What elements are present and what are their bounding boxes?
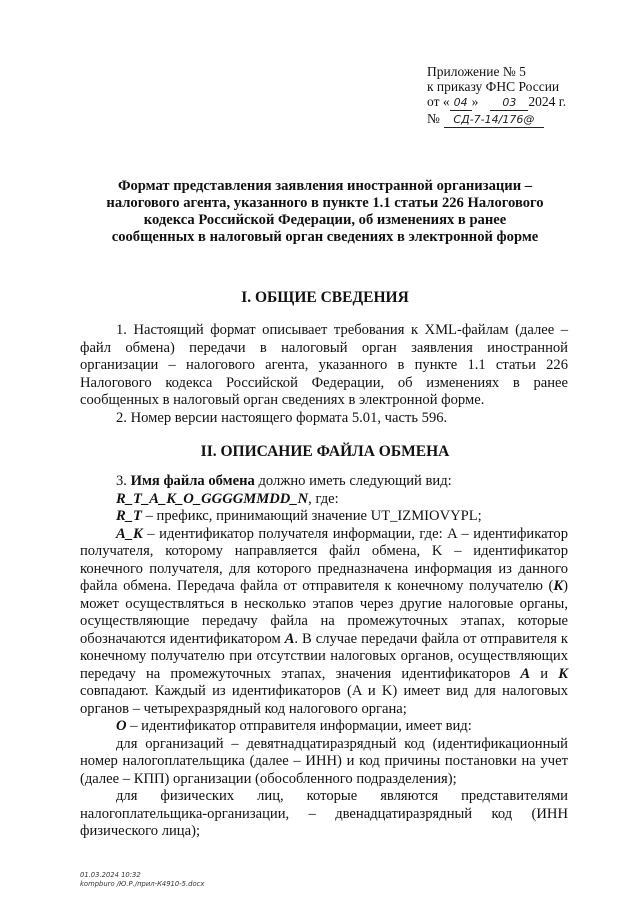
ak-and: и bbox=[530, 665, 559, 682]
annex-date-mid: » bbox=[471, 94, 479, 109]
ak-text-2: ) может осуществляться в несколько этапов через другие налоговые органы, осуществляющие передачу файла на промежуточных этапах, которые обозначаются идентификатором bbox=[80, 578, 568, 647]
title-line-2: налогового агента, указанного в пункте 1.1 статьи 226 Налогового bbox=[106, 195, 544, 211]
footer-path: kompburo /Ю.Р./прил-К4910-5.docx bbox=[80, 879, 205, 888]
phys-definition: для физических лиц, которые являются представителями налогоплательщика-организации, – двенадцатиразрядный код (ИНН физического лица); bbox=[80, 788, 568, 839]
annex-line-1: Приложение № 5 bbox=[427, 64, 526, 79]
ak-k: K bbox=[553, 578, 564, 594]
paragraph-3-number: 3. bbox=[116, 473, 127, 489]
rt-term: R_T bbox=[116, 508, 142, 524]
title-line-3: кодекса Российской Федерации, об изменениях в ранее bbox=[143, 212, 507, 228]
o-text: – идентификатор отправителя информации, имеет вид: bbox=[126, 718, 472, 734]
annex-date-prefix: от « bbox=[427, 94, 450, 109]
paragraph-2: 2. Номер версии настоящего формата 5.01, часть 596. bbox=[116, 409, 448, 426]
o-term: O bbox=[116, 718, 127, 734]
paragraph-3-text: должно иметь следующий вид: bbox=[258, 473, 452, 489]
o-definition bbox=[80, 718, 568, 736]
filename-pattern-line bbox=[80, 491, 568, 509]
ak-a-2: A bbox=[520, 665, 531, 682]
file-name-term: Имя файла обмена bbox=[130, 473, 255, 489]
annex-number bbox=[427, 111, 566, 128]
section-2-heading: II. ОПИСАНИЕ ФАЙЛА ОБМЕНА bbox=[200, 443, 450, 460]
ak-a: A bbox=[284, 630, 295, 647]
paragraph-1: 1. Настоящий формат описывает требования к XML-файлам (далее – файл обмена) передачи в налоговый орган заявления иностранной организации – налогового агента, указанного в пункте 1.1 статьи 226 Налогового кодекса Российской Федерации, об изменениях в ранее сообщенных в налоговый орган сведениях в электронной форме. bbox=[80, 322, 568, 408]
ak-definition bbox=[80, 526, 568, 719]
annex-block bbox=[427, 64, 566, 128]
filename-pattern: R_T_A_K_O_GGGGMMDD_N bbox=[116, 490, 309, 507]
org-definition: для организаций – девятнадцатиразрядный код (идентификационный номер налогоплательщика (далее – ИНН) и код причины постановки на учет (далее – КПП) организации (обособленного подразделения); bbox=[80, 735, 568, 787]
annex-number-prefix: № bbox=[427, 111, 440, 126]
annex-date bbox=[427, 94, 566, 111]
ak-text-1: – идентификатор получателя информации, где: A – идентификатор получателя, которому направляется файл обмена, K – идентификатор конечного получателя, для которого предназначена информация из данного файла обмена. Передача файла от отправителя к конечному получателю ( bbox=[80, 525, 568, 594]
rt-text: – префикс, принимающий значение UT_IZMIOVYPL; bbox=[141, 508, 482, 524]
section-1-body bbox=[80, 322, 568, 427]
rt-definition bbox=[80, 508, 568, 526]
paragraph-3 bbox=[80, 473, 568, 491]
ak-term: A_K bbox=[116, 525, 143, 542]
annex-date-month: 03 bbox=[490, 95, 528, 111]
ak-text-3: . В случае передачи файла от отправителя к конечному получателю при отсутствии налоговых органов, осуществляющих передачу на промежуточных этапах, значения идентификаторов bbox=[80, 630, 568, 682]
annex-number-value: СД-7-14/176@ bbox=[444, 112, 544, 128]
title-line-1: Формат представления заявления иностранной организации – bbox=[117, 178, 533, 194]
ak-text-4: совпадают. Каждый из идентификаторов (A и K) имеет вид для налоговых органов – четырехразрядный код налогового органа; bbox=[80, 683, 568, 717]
ak-k-2: K bbox=[558, 665, 568, 682]
file-footer bbox=[80, 871, 204, 888]
section-1-heading: I. ОБЩИЕ СВЕДЕНИЯ bbox=[241, 289, 409, 306]
filename-suffix: , где: bbox=[308, 490, 339, 507]
annex-date-year: 2024 г. bbox=[528, 94, 567, 109]
footer-timestamp: 01.03.2024 10:32 bbox=[80, 871, 141, 879]
section-2-body bbox=[80, 473, 568, 841]
title-line-4: сообщенных в налоговый орган сведениях в электронной форме bbox=[111, 229, 539, 245]
document-title bbox=[80, 178, 570, 246]
annex-line-2: к приказу ФНС России bbox=[427, 79, 560, 94]
annex-date-day: 04 bbox=[450, 95, 472, 111]
